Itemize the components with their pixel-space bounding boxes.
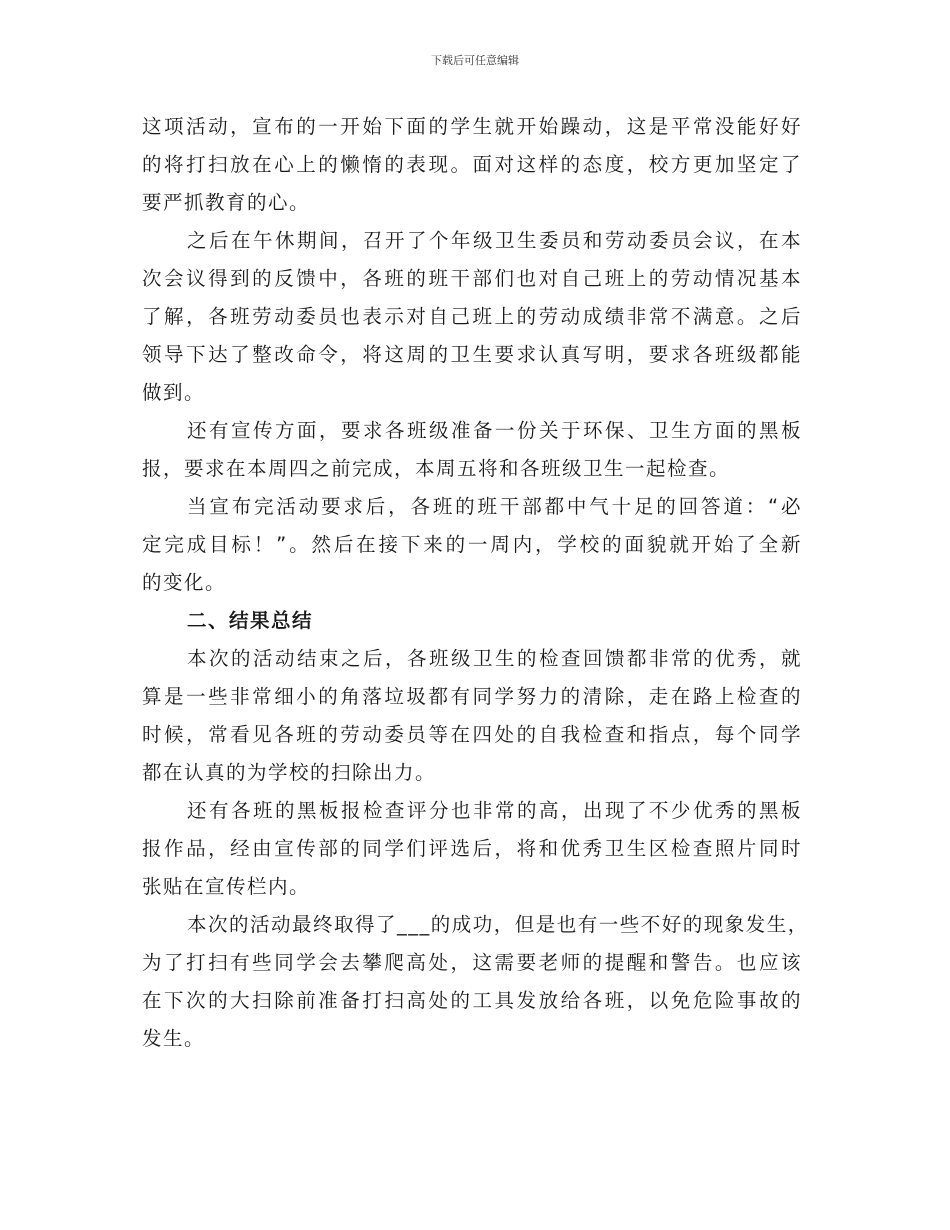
paragraph — [142, 222, 802, 412]
paragraph — [142, 412, 802, 488]
paragraph-line: 算是一些非常细小的角落垃圾都有同学努力的清除，走在路上检查的 — [142, 685, 802, 708]
paragraph-line: 的变化。 — [142, 571, 227, 594]
paragraph-line: 在下次的大扫除前准备打扫高处的工具发放给各班，以免危险事故的 — [142, 989, 802, 1012]
section-heading: 二、结果总结 — [187, 609, 314, 632]
paragraph-line: 报作品，经由宣传部的同学们评选后，将和优秀卫生区检查照片同时 — [142, 837, 802, 860]
paragraph-line: 还有宣传方面，要求各班级准备一份关于环保、卫生方面的黑板 — [187, 419, 802, 442]
paragraph-line: 这项活动，宣布的一开始下面的学生就开始躁动，这是平常没能好好 — [142, 115, 802, 138]
paragraph-line: 本次的活动结束之后，各班级卫生的检查回馈都非常的优秀，就 — [187, 647, 802, 670]
paragraph — [142, 792, 802, 906]
paragraph-line: 本次的活动最终取得了___的成功，但是也有一些不好的现象发生， — [187, 913, 809, 936]
paragraph-line: 次会议得到的反馈中，各班的班干部们也对自己班上的劳动情况基本 — [142, 267, 802, 290]
paragraph-line: 张贴在宣传栏内。 — [142, 875, 311, 898]
document-body — [142, 108, 809, 1058]
paragraph — [142, 906, 809, 1058]
paragraphs-top — [142, 108, 802, 602]
paragraph-line: 领导下达了整改命令，将这周的卫生要求认真写明，要求各班级都能 — [142, 343, 802, 366]
paragraph-line: 当宣布完活动要求后，各班的班干部都中气十足的回答道：“必 — [187, 495, 802, 518]
paragraph-line: 都在认真的为学校的扫除出力。 — [142, 761, 437, 784]
paragraph-line: 还有各班的黑板报检查评分也非常的高，出现了不少优秀的黑板 — [187, 799, 802, 822]
paragraph-line: 定完成目标！”。然后在接下来的一周内，学校的面貌就开始了全新 — [142, 533, 802, 556]
paragraph — [142, 488, 802, 602]
page-header-note: 下载后可任意编辑 — [431, 54, 519, 67]
paragraph-line: 的将打扫放在心上的懒惰的表现。面对这样的态度，校方更加坚定了 — [142, 153, 802, 176]
paragraph-line: 时候，常看见各班的劳动委员等在四处的自我检查和指点，每个同学 — [142, 723, 802, 746]
paragraph-line: 发生。 — [142, 1027, 206, 1050]
paragraphs-bottom — [142, 640, 809, 1058]
paragraph-line: 做到。 — [142, 381, 206, 404]
paragraph-line: 要严抓教育的心。 — [142, 191, 311, 214]
paragraph-line: 报，要求在本周四之前完成，本周五将和各班级卫生一起检查。 — [142, 457, 731, 480]
paragraph — [142, 640, 802, 792]
paragraph — [142, 108, 802, 222]
paragraph-line: 了解，各班劳动委员也表示对自己班上的劳动成绩非常不满意。之后 — [142, 305, 802, 328]
paragraph-line: 为了打扫有些同学会去攀爬高处，这需要老师的提醒和警告。也应该 — [142, 951, 802, 974]
paragraph-line: 之后在午休期间，召开了个年级卫生委员和劳动委员会议，在本 — [187, 229, 802, 252]
